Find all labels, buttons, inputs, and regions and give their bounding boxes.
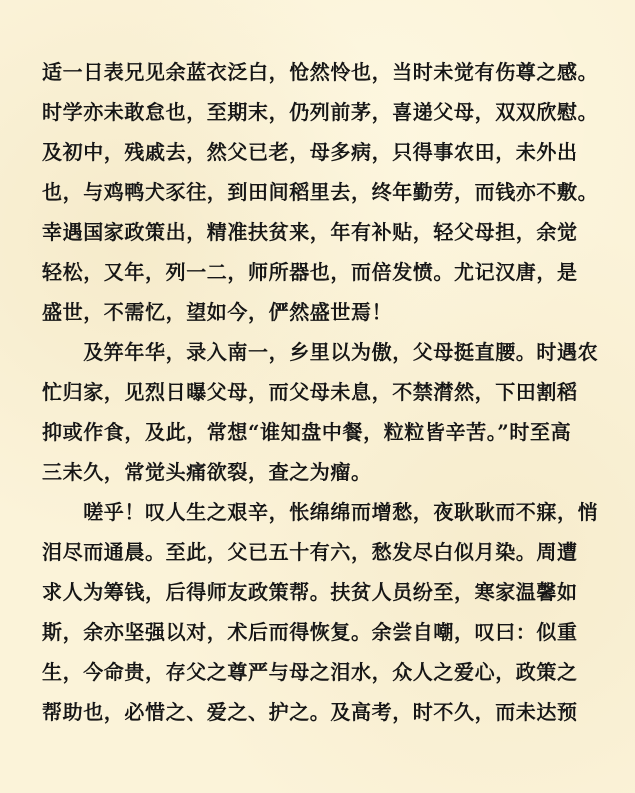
text-line: 及初中，残戚去，然父已老，母多病，只得事农田，未外出 bbox=[42, 140, 578, 164]
text-line: 幸遇国家政策出，精准扶贫来，年有补贴，轻父母担，余觉 bbox=[42, 220, 578, 244]
text-line: 也，与鸡鸭犬豕往，到田间稻里去，终年勤劳，而钱亦不敷。 bbox=[42, 180, 599, 204]
text-line: 生，今命贵，存父之尊严与母之泪水，众人之爱心，政策之 bbox=[42, 660, 578, 684]
text-line: 适一日表兄见余蓝衣泛白，怆然怜也，当时未觉有伤尊之感。 bbox=[42, 60, 599, 84]
text-line: 三未久，常觉头痛欲裂，查之为瘤。 bbox=[42, 460, 372, 484]
essay-body bbox=[42, 52, 602, 732]
text-line: 忙归家，见烈日曝父母，而父母未息，不禁潸然，下田割稻 bbox=[42, 380, 578, 404]
paragraph-1 bbox=[42, 52, 602, 332]
text-line: 及笄年华，录入南一，乡里以为傲，父母挺直腰。时遇农 bbox=[42, 340, 599, 364]
paragraph-3 bbox=[42, 492, 602, 732]
paragraph-2 bbox=[42, 332, 602, 492]
text-line: 抑或作食，及此，常想“谁知盘中餐，粒粒皆辛苦。”时至高 bbox=[42, 420, 572, 444]
text-line: 时学亦未敢怠也，至期末，仍列前茅，喜递父母，双双欣慰。 bbox=[42, 100, 599, 124]
text-line: 求人为筹钱，后得师友政策帮。扶贫人员纷至，寒家温馨如 bbox=[42, 580, 578, 604]
text-line: 帮助也，必惜之、爱之、护之。及高考，时不久，而未达预 bbox=[42, 700, 578, 724]
text-line: 泪尽而通晨。至此，父已五十有六，愁发尽白似月染。周遭 bbox=[42, 540, 578, 564]
text-line: 轻松，又年，列一二，师所器也，而倍发愤。尤记汉唐，是 bbox=[42, 260, 578, 284]
text-line: 盛世，不需忆，望如今，俨然盛世焉！ bbox=[42, 300, 393, 324]
text-line: 斯，余亦坚强以对，术后而得恢复。余尝自嘲，叹曰：似重 bbox=[42, 620, 578, 644]
text-line: 嗟乎！叹人生之艰辛，怅绵绵而增愁，夜耿耿而不寐，悄 bbox=[42, 500, 599, 524]
